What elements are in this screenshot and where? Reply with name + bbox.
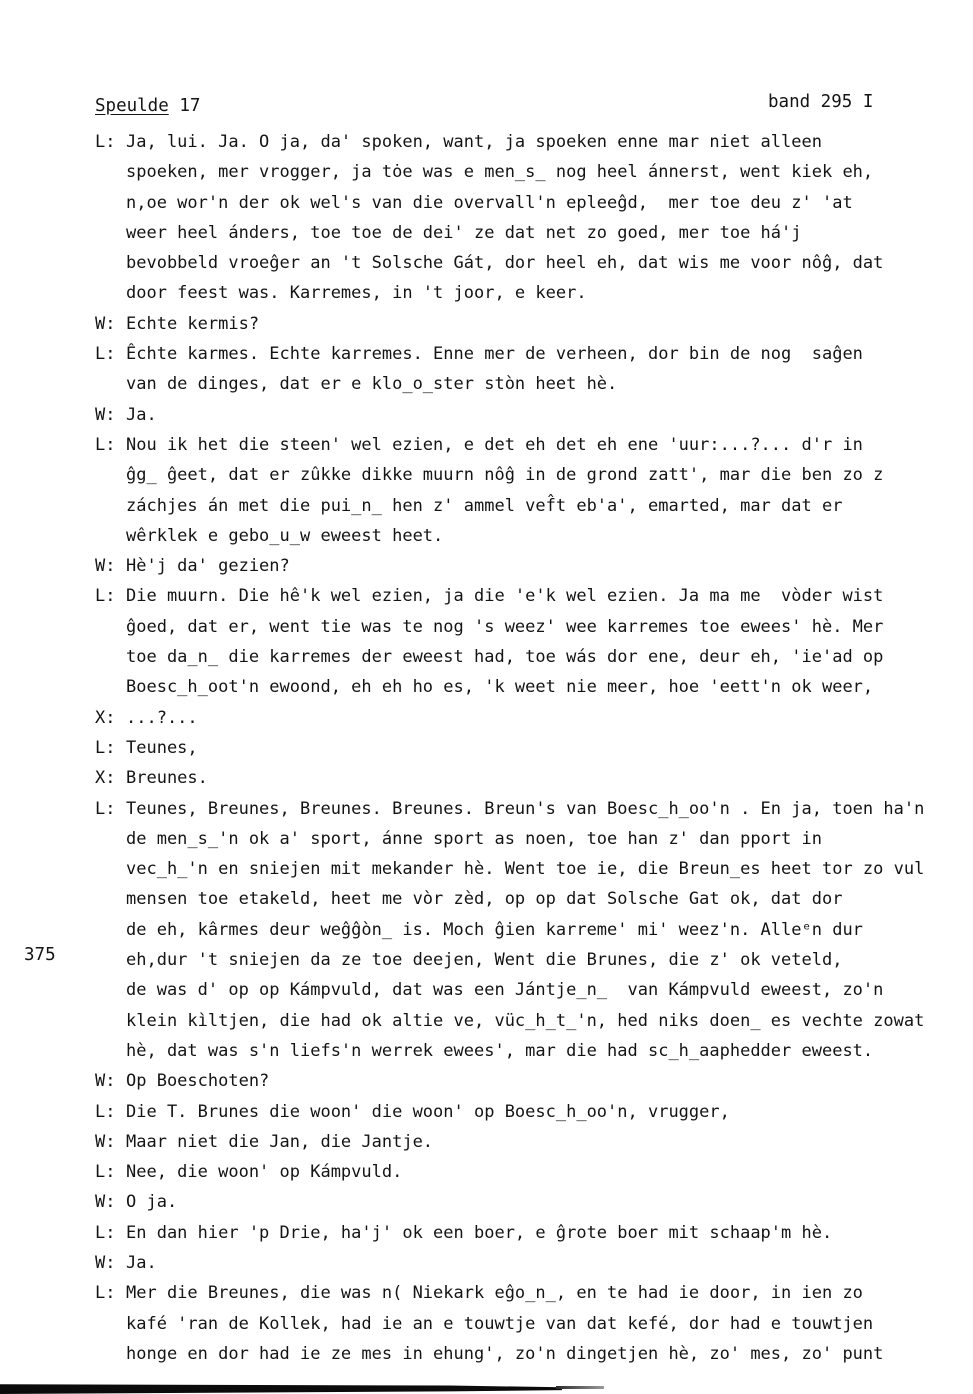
margin-line-number: 375 bbox=[24, 945, 56, 965]
speaker-label: L: bbox=[95, 1162, 116, 1183]
turn-lines bbox=[126, 1066, 945, 1096]
turn-lines bbox=[126, 551, 945, 581]
dialogue-turn bbox=[95, 733, 945, 763]
turn-lines bbox=[126, 581, 945, 702]
transcript-line: O ja. bbox=[126, 1192, 178, 1213]
transcript-line: Die muurn. Die hê'k wel ezien, ja die 'e'k wel ezien. Ja ma me vòder wist bbox=[126, 586, 884, 607]
dialogue-turn bbox=[95, 400, 945, 430]
turn-lines bbox=[126, 763, 945, 793]
speaker-label: L: bbox=[95, 586, 116, 607]
speaker-label: W: bbox=[95, 313, 116, 334]
transcript-line: Teunes, Breunes, Breunes. Breunes. Breun's van Boesc̲h̲oo'n . En ja, toen ha'n bbox=[126, 798, 925, 819]
document-page-number: 17 bbox=[179, 96, 201, 116]
speaker-label: L: bbox=[95, 1101, 116, 1122]
speaker-label: L: bbox=[95, 132, 116, 152]
turn-lines bbox=[126, 1278, 945, 1369]
transcript-line: ĝoed, dat er, went tie was te nog 's weez' wee karremes toe ewees' hè. Mer bbox=[126, 616, 884, 637]
speaker-label: L: bbox=[95, 1283, 116, 1304]
dialogue-turn bbox=[95, 309, 945, 339]
dialogue bbox=[95, 127, 945, 1369]
speaker-label: W: bbox=[95, 556, 116, 577]
turn-lines bbox=[126, 309, 945, 339]
speaker-label: X: bbox=[95, 707, 116, 728]
dialogue-turn bbox=[95, 1278, 945, 1369]
transcript-line: toe da̲n̲ die karremes der eweest had, toe wás dor ene, deur eh, 'ie'ad op bbox=[126, 647, 884, 668]
transcript-line: Maar niet die Jan, die Jantje. bbox=[126, 1131, 434, 1152]
turn-lines bbox=[126, 400, 945, 430]
speaker-label: W: bbox=[95, 404, 116, 425]
dialogue-turn bbox=[95, 339, 945, 400]
page-header-left bbox=[95, 96, 200, 116]
dialogue-turn bbox=[95, 1248, 945, 1278]
speaker-label: W: bbox=[95, 1192, 116, 1213]
turn-lines bbox=[126, 1157, 945, 1187]
transcript-line: Op Boeschoten? bbox=[126, 1071, 270, 1092]
transcript-line: Ja, lui. Ja. O ja, da' spoken, want, ja spoeken enne mar niet alleen bbox=[126, 132, 822, 152]
dialogue-turn bbox=[95, 1187, 945, 1217]
transcript-line: Die T. Brunes die woon' die woon' op Boesc̲h̲oo'n, vrugger, bbox=[126, 1101, 730, 1122]
dialogue-turn bbox=[95, 581, 945, 702]
transcript-line: Mer die Breunes, die was n( Niekark eĝo̲n̲, en te had ie door, in ien zo bbox=[126, 1283, 863, 1304]
transcript-line: mensen toe etakeld, heet me vòr zèd, op op dat Solsche Gat ok, dat dor bbox=[126, 889, 843, 910]
dialogue-turn bbox=[95, 763, 945, 793]
title-separator bbox=[169, 96, 180, 116]
scan-artifact-bar-tail bbox=[556, 1386, 604, 1389]
transcript-line: klein kìltjen, die had ok altie ve, vüc̲h̲t̲'n, hed niks doen̲ es vechte zowat bbox=[126, 1010, 925, 1031]
transcript-line: door feest was. Karremes, in 't joor, e keer. bbox=[126, 283, 587, 304]
speaker-label: W: bbox=[95, 1131, 116, 1152]
turn-lines bbox=[126, 1127, 945, 1157]
transcript-line: Breunes. bbox=[126, 768, 208, 789]
speaker-label: L: bbox=[95, 344, 116, 365]
speaker-label: X: bbox=[95, 768, 116, 789]
transcript-line: spoeken, mer vrogger, ja tȯe was e men̲s̲ nog heel ánnerst, went kiek eh, bbox=[126, 162, 874, 183]
transcript-line: Êchte karmes. Echte karremes. Enne mer de verheen, dor bin de nog saĝen bbox=[126, 344, 863, 365]
transcript-line: eh,dur 't sniejen da ze toe deejen, Went die Brunes, die z' ok veteld, bbox=[126, 950, 843, 971]
turn-lines bbox=[126, 430, 945, 551]
turn-lines bbox=[126, 1248, 945, 1278]
transcript-line: de was d' op op Kámpvuld, dat was een Jántje̲n̲ van Kámpvuld eweest, zo'n bbox=[126, 980, 884, 1001]
document-title: Speulde bbox=[95, 96, 169, 116]
dialogue-turn bbox=[95, 1066, 945, 1096]
dialogue-turn bbox=[95, 703, 945, 733]
transcript-line: van de dinges, dat er e klo̲o̲ster stòn heet hè. bbox=[126, 374, 618, 395]
dialogue-turn bbox=[95, 1127, 945, 1157]
turn-lines bbox=[126, 127, 945, 309]
dialogue-turn bbox=[95, 1097, 945, 1127]
transcript-line: kafé 'ran de Kollek, had ie an e touwtje van dat kefé, dor had e touwtjen bbox=[126, 1313, 874, 1334]
transcript-line: weer heel ánders, toe toe de dei' ze dat net zo goed, mer toe há'j bbox=[126, 222, 802, 243]
transcript-line: wêrklek e gebo̲u̲w eweest heet. bbox=[126, 525, 444, 546]
transcript-line: ĝg̲ ĝeet, dat er zûkke dikke muurn nôĝ in de grond zatt', mar die ben zo z bbox=[126, 465, 884, 486]
transcript-line: Echte kermis? bbox=[126, 313, 260, 334]
transcript-line: Nee, die woon' op Kámpvuld. bbox=[126, 1162, 403, 1183]
scan-artifact-bar bbox=[0, 1381, 562, 1394]
turn-lines bbox=[126, 794, 945, 1067]
transcript-line: bevobbeld vroeĝer an 't Solsche Gát, dor heel eh, dat wis me voor nôĝ, dat bbox=[126, 253, 884, 274]
transcript-line: n,oe wor'n der ok wel's van die overvall'n epleeĝd, mer toe deu z' 'at bbox=[126, 192, 853, 213]
transcript-line: hè, dat was s'n liefs'n werrek ewees', mar die had sc̲h̲aaphedder eweest. bbox=[126, 1040, 874, 1061]
transcript-line: Ja. bbox=[126, 1252, 157, 1273]
transcript-line: En dan hier 'p Drie, ha'j' ok een boer, e ĝrote boer mit schaap'm hè. bbox=[126, 1222, 833, 1243]
transcript-line: de eh, kârmes deur weĝĝòn̲ is. Moch ĝien karreme' mi' weez'n. Alleᵉn dur bbox=[126, 919, 863, 940]
speaker-label: W: bbox=[95, 1071, 116, 1092]
turn-lines bbox=[126, 1097, 945, 1127]
speaker-label: L: bbox=[95, 1222, 116, 1243]
transcript-line: Teunes, bbox=[126, 737, 198, 758]
speaker-label: L: bbox=[95, 798, 116, 819]
transcript-line: de men̲s̲'n ok a' sport, ánne sport as noen, toe han z' dan pport in bbox=[126, 828, 822, 849]
transcript-line: ...?... bbox=[126, 707, 198, 728]
speaker-label: W: bbox=[95, 1252, 116, 1273]
turn-lines bbox=[126, 703, 945, 733]
turn-lines bbox=[126, 733, 945, 763]
transcript-line: vec̲h̲'n en sniejen mit mekander hè. Went toe ie, die Breun̲es heet tor zo vul bbox=[126, 859, 925, 880]
transcript-line: honge en dor had ie ze mes in ehung', zo'n dingetjen hè, zo' mes, zo' punt bbox=[126, 1343, 884, 1364]
transcript-line: Boesc̲h̲oot'n ewoond, eh eh ho es, 'k weet nie meer, hoe 'eett'n ok weer, bbox=[126, 677, 874, 698]
transcript-line: Hè'j da' gezien? bbox=[126, 556, 290, 577]
transcript-line: Ja. bbox=[126, 404, 157, 425]
dialogue-turn bbox=[95, 430, 945, 551]
turn-lines bbox=[126, 339, 945, 400]
dialogue-turn bbox=[95, 127, 945, 309]
dialogue-turn bbox=[95, 1218, 945, 1248]
dialogue-turn bbox=[95, 1157, 945, 1187]
dialogue-turn bbox=[95, 794, 945, 1067]
speaker-label: L: bbox=[95, 737, 116, 758]
transcript-line: Nou ik het die steen' wel ezien, e det eh det eh ene 'uur:...?... d'r in bbox=[126, 434, 863, 455]
transcript-line: záchjes án met die pui̲n̲ hen z' ammel vef̂t eb'a', emarted, mar dat er bbox=[126, 495, 843, 516]
speaker-label: L: bbox=[95, 434, 116, 455]
turn-lines bbox=[126, 1187, 945, 1217]
turn-lines bbox=[126, 1218, 945, 1248]
band-label: band 295 I bbox=[768, 92, 874, 112]
dialogue-turn bbox=[95, 551, 945, 581]
